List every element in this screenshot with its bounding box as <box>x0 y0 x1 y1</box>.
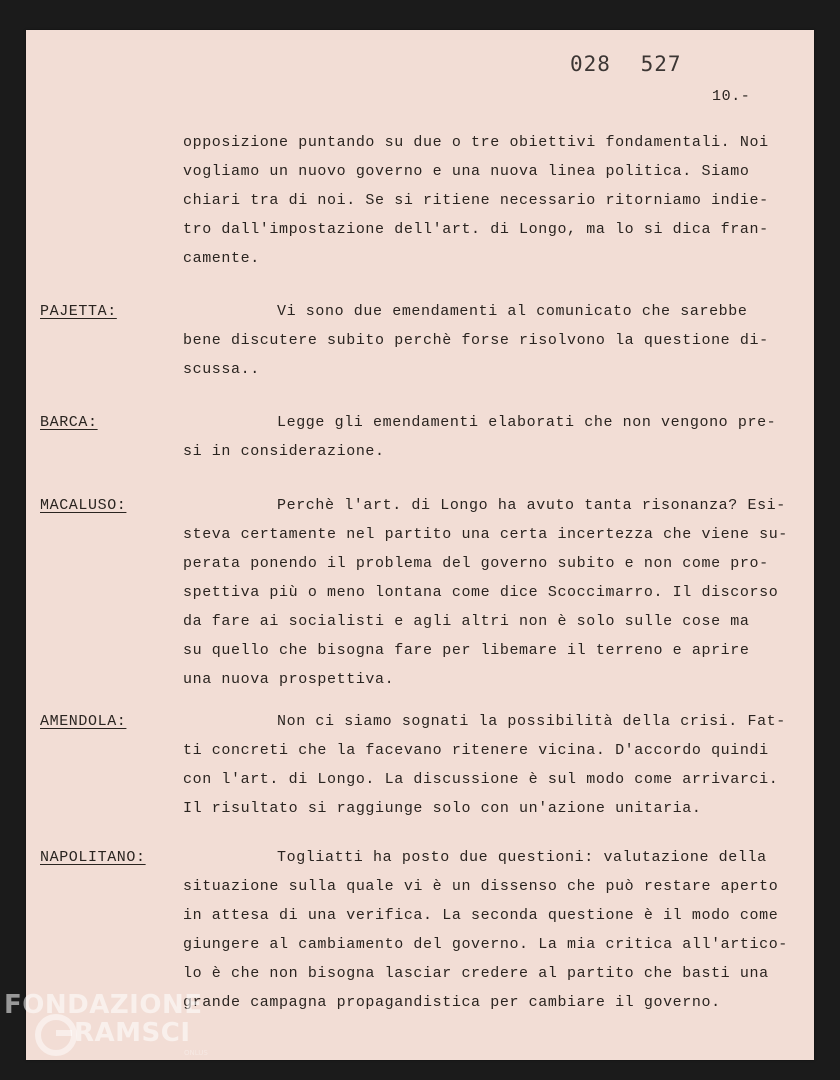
text-line: in attesa di una verifica. La seconda questione è il modo come <box>183 907 779 924</box>
text-line: scussa.. <box>183 361 260 378</box>
watermark-line2: RAMSCI <box>74 1018 191 1048</box>
text-line: con l'art. di Longo. La discussione è sul modo come arrivarci. <box>183 771 779 788</box>
speaker-napolitano: NAPOLITANO: <box>40 849 146 866</box>
intervention-napolitano <box>183 843 788 1017</box>
text-line: Il risultato si raggiunge solo con un'azione unitaria. <box>183 800 702 817</box>
text-line: grande campagna propagandistica per cambiare il governo. <box>183 994 721 1011</box>
text-line: spettiva più o meno lontana come dice Scoccimarro. Il discorso <box>183 584 779 601</box>
text-line: una nuova prospettiva. <box>183 671 395 688</box>
text-line: Togliatti ha posto due questioni: valutazione della <box>277 849 767 866</box>
text-line: da fare ai socialisti e agli altri non è solo sulle cose ma <box>183 613 750 630</box>
text-line: opposizione puntando su due o tre obiettivi fondamentali. Noi <box>183 134 769 151</box>
text-line: situazione sulla quale vi è un dissenso che può restare aperto <box>183 878 779 895</box>
page-number: 10.- <box>712 88 751 105</box>
text-line: vogliamo un nuovo governo e una nuova linea politica. Siamo <box>183 163 750 180</box>
text-line: su quello che bisogna fare per libemare il terreno e aprire <box>183 642 750 659</box>
text-line: tro dall'impostazione dell'art. di Longo, ma lo si dica fran- <box>183 221 769 238</box>
intervention-pajetta <box>183 297 783 384</box>
text-line: giungere al cambiamento del governo. La mia critica all'artico- <box>183 936 788 953</box>
speaker-macaluso: MACALUSO: <box>40 497 127 514</box>
speaker-amendola: AMENDOLA: <box>40 713 127 730</box>
watermark-small: ONLUS <box>184 1049 208 1057</box>
text-line: perata ponendo il problema del governo subito e non come pro- <box>183 555 769 572</box>
speaker-pajetta: PAJETTA: <box>40 303 117 320</box>
text-line: ti concreti che la facevano ritenere vicina. D'accordo quindi <box>183 742 769 759</box>
text-line: lo è che non bisogna lasciar credere al partito che basti una <box>183 965 769 982</box>
speaker-barca: BARCA: <box>40 414 98 431</box>
fondazione-gramsci-watermark <box>4 985 214 1075</box>
text-line: camente. <box>183 250 260 267</box>
text-line: Perchè l'art. di Longo ha avuto tanta risonanza? Esi- <box>277 497 786 514</box>
intervention-barca <box>183 408 783 466</box>
text-line: Vi sono due emendamenti al comunicato che sarebbe <box>277 303 748 320</box>
text-line: chiari tra di noi. Se si ritiene necessario ritorniamo indie- <box>183 192 769 209</box>
text-line: Legge gli emendamenti elaborati che non vengono pre- <box>277 414 777 431</box>
intervention-macaluso <box>183 491 788 694</box>
text-line: steva certamente nel partito una certa incertezza che viene su- <box>183 526 788 543</box>
intro-paragraph <box>183 128 783 273</box>
intervention-amendola <box>183 707 786 823</box>
archive-serial-number: 028 527 <box>570 52 682 76</box>
text-line: si in considerazione. <box>183 443 385 460</box>
watermark-line1: FONDAZIONE <box>4 990 203 1020</box>
gramsci-logo-icon <box>34 1013 78 1057</box>
text-line: Non ci siamo sognati la possibilità della crisi. Fat- <box>277 713 786 730</box>
text-line: bene discutere subito perchè forse risolvono la questione di- <box>183 332 769 349</box>
